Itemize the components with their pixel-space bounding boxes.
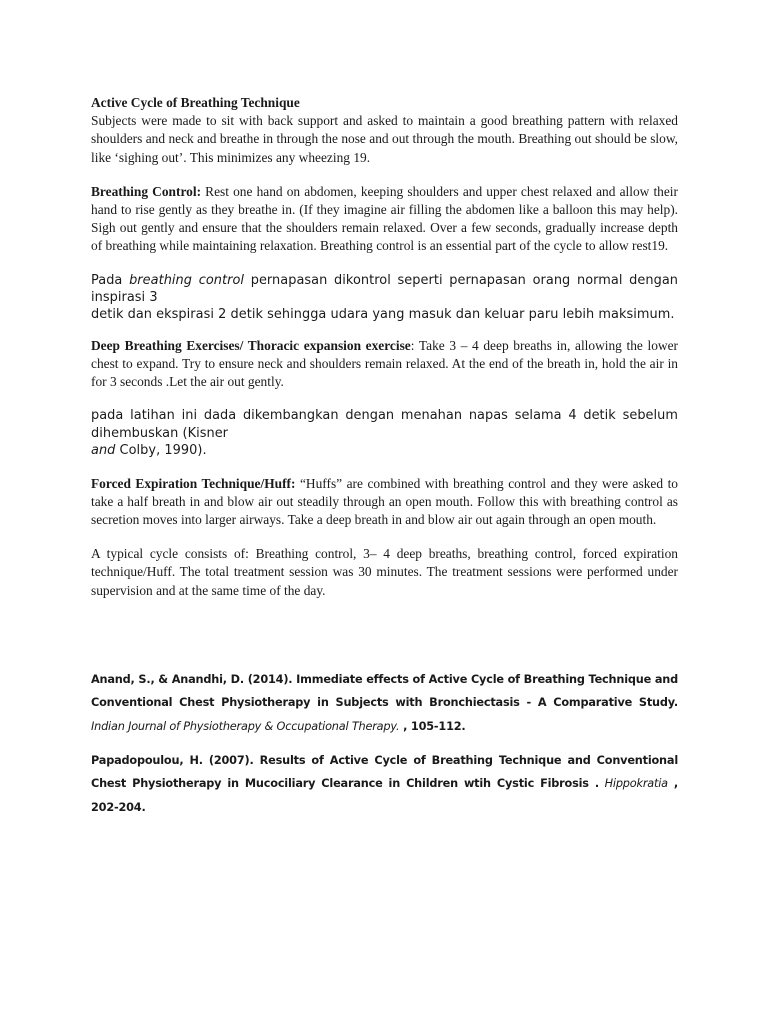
forced-expiration-heading: Forced Expiration Technique/Huff: bbox=[91, 475, 296, 491]
reference-item: Anand, S., & Anandhi, D. (2014). Immediate effects of Active Cycle of Breathing Technique and Conventional Chest Physiotherapy in Subjects with Bronchiectasis - A Comparative Study. Indian Journal of Physiotherapy & Occupational Therapy. , 105-112. bbox=[91, 672, 679, 734]
deep-breathing-text: : Take 3 – 4 deep breaths in, allowing the lower chest to expand. Try to ensure neck and shoulders remain relaxed. At the end of the breath in, hold the air in for 3 seconds .Let the air out gently. bbox=[91, 337, 678, 390]
deep-breathing-paragraph bbox=[91, 337, 678, 392]
intro-paragraph: Subjects were made to sit with back support and asked to maintain a good breathing pattern with relaxed shoulders and neck and breathe in through the nose and out through the mouth. Breathing out should be slow, like ‘sighing out’. This minimizes any wheezing 19. bbox=[91, 113, 678, 165]
indonesian-paragraph-2: pada latihan ini dada dikembangkan dengan menahan napas selama 4 detik sebelum dihembuskan (Kisner and Colby, 1990). bbox=[91, 408, 678, 459]
breathing-control-heading: Breathing Control: bbox=[91, 183, 202, 199]
reference-item: Papadopoulou, H. (2007). Results of Active Cycle of Breathing Technique and Conventional Chest Physiotherapy in Mucociliary Clearance in Children wtih Cystic Fibrosis . Hippokratia , 202-204. bbox=[91, 753, 678, 814]
deep-breathing-heading: Deep Breathing Exercises/ Thoracic expansion exercise bbox=[91, 337, 411, 353]
forced-expiration-text: “Huffs” are combined with breathing control and they were asked to take a half breath in and blow air out steadily through an open mouth. Follow this with breathing control as secretion moves into larger airways. Take a deep breath in and blow air out again through an open mouth. bbox=[91, 475, 678, 528]
indonesian-paragraph-1: Pada breathing control pernapasan dikontrol seperti pernapasan orang normal dengan inspirasi 3 detik dan ekspirasi 2 detik sehingga udara yang masuk dan keluar paru lebih maksimum. bbox=[91, 272, 678, 323]
document-page bbox=[91, 94, 678, 819]
forced-expiration-paragraph bbox=[91, 475, 678, 530]
breathing-control-text: Rest one hand on abdomen, keeping shoulders and upper chest relaxed and allow their hand to rise gently as they breathe in. (If they imagine air filling the abdomen like a balloon this may help). Sigh out gently and ensure that the shoulders remain relaxed. Over a few seconds, gradually increase depth of breathing while maintaining relaxation. Breathing control is an essential part of the cycle to allow rest19. bbox=[91, 183, 678, 254]
breathing-control-paragraph bbox=[91, 183, 678, 256]
section-title: Active Cycle of Breathing Technique bbox=[91, 95, 300, 110]
typical-cycle-paragraph: A typical cycle consists of: Breathing control, 3– 4 deep breaths, breathing control, forced expiration technique/Huff. The total treatment session was 30 minutes. The treatment sessions were performed under supervision and at the same time of the day. bbox=[91, 546, 678, 598]
